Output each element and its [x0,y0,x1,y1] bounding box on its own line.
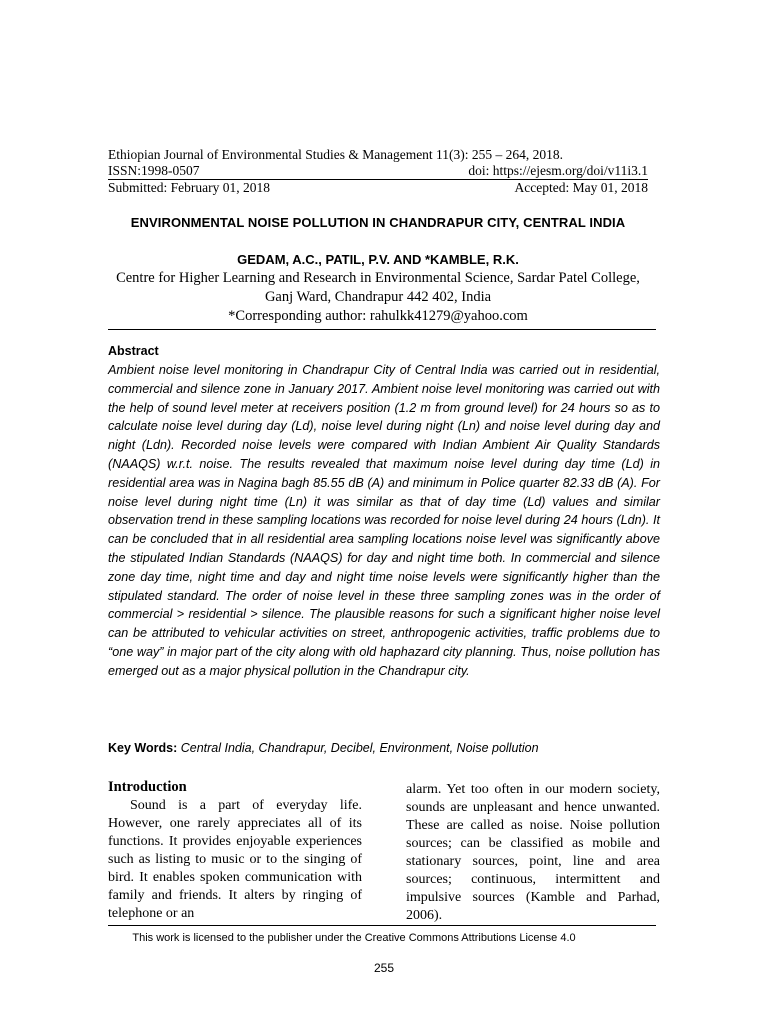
keywords-label: Key Words: [108,741,178,755]
journal-header [108,147,648,196]
submitted-date: Submitted: February 01, 2018 [108,180,270,195]
intro-column-left [108,778,362,923]
intro-column-right [406,781,660,925]
introduction-text-left: Sound is a part of everyday life. However, one rarely appreciates all of its functions. It provides enjoyable experiences such as listing to music or to the singing of bird. It enables spoken communication with family and friends. It alters by ringing of telephone or an [108,798,362,921]
issn-doi-row [108,163,648,179]
issn: ISSN:1998-0507 [108,163,200,178]
keywords-list: Central India, Chandrapur, Decibel, Environment, Noise pollution [180,741,539,755]
keywords [108,741,539,755]
corresponding-author: *Corresponding author: rahulkk41279@yahoo.com [228,308,528,324]
abstract-heading: Abstract [108,344,159,358]
section-divider [108,329,656,330]
license-notice: This work is licensed to the publisher under the Creative Commons Attributions License 4.0 [132,932,576,944]
journal-citation: Ethiopian Journal of Environmental Studies & Management 11(3): 255 – 264, 2018. [108,147,564,162]
abstract-body: Ambient noise level monitoring in Chandrapur City of Central India was carried out in residential, commercial and silence zone in January 2017. Ambient noise level monitoring was carried out with the help of sound level meter at receivers position (1.2 m from ground level) for 24 hours so as to calculate noise level during day (Ld), noise level during night (Ln) and noise level during day and night (Ldn). Recorded noise levels were compared with Indian Ambient Air Quality Standards (NAAQS) w.r.t. noise. The results revealed that maximum noise level during day time (Ld) in residential area was in Nagina bagh 85.55 dB (A) and minimum in Police quarter 82.33 dB (A). For noise level during night time (Ln) it was similar as that of day time (Ld) values and similar observation trend in these sampling locations was recorded for noise level during 24 hours (Ldn). It can be concluded that in all residential area sampling locations noise level was significantly above the stipulated Indian Standards (NAAQS) for day and night time both. In commercial and silence zone day time, night time and day and night time noise levels were significantly higher than the stipulated standard. The order of noise level in these three sampling zones was in the order of commercial > residential > silence. The plausible reasons for such a significant higher noise level can be attributed to vehicular activities on street, anthropogenic activities, traffic problems due to “one way” in major part of the city along with old haphazard city planning. Thus, noise pollution has emerged out as a major physical pollution in the Chandrapur city. [108,363,660,678]
paper-authors: GEDAM, A.C., PATIL, P.V. AND *KAMBLE, R.K. [237,252,519,267]
introduction-heading: Introduction [108,779,187,795]
dates-row [108,180,648,196]
doi-link[interactable]: doi: https://ejesm.org/doi/v11i3.1 [468,163,648,178]
footer-divider [108,925,656,926]
affiliation [100,269,656,326]
accepted-date: Accepted: May 01, 2018 [514,180,648,195]
page-number: 255 [373,961,395,975]
introduction-text-right: alarm. Yet too often in our modern society, sounds are unpleasant and hence unwanted. These are called as noise. Noise pollution sources; can be classified as mobile and stationary sources, point, line and area sources; continuous, intermittent and impulsive sources (Kamble and Parhad, 2006). [406,782,660,923]
affiliation-line-1: Centre for Higher Learning and Research in Environmental Science, Sardar Patel College, [116,270,640,286]
affiliation-line-2: Ganj Ward, Chandrapur 442 402, India [264,289,492,305]
paper-title: ENVIRONMENTAL NOISE POLLUTION IN CHANDRAPUR CITY, CENTRAL INDIA [130,215,626,230]
